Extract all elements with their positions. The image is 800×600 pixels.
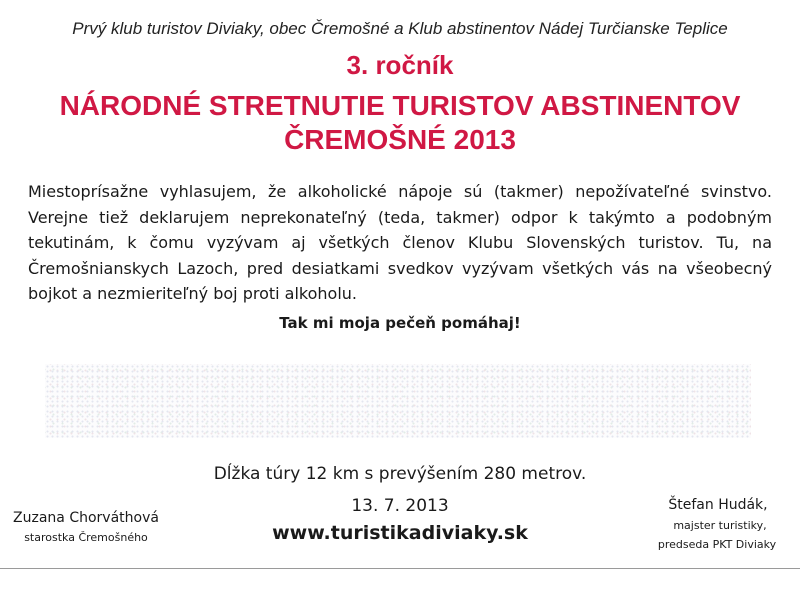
bottom-divider: [0, 568, 800, 569]
signature-right-role-1: majster turistiky,: [673, 519, 767, 532]
signature-left-role: starostka Čremošného: [24, 531, 148, 544]
signature-left-name: Zuzana Chorváthová: [13, 510, 159, 526]
faded-photo-area: [45, 364, 751, 438]
event-title-line-1: NÁRODNÉ STRETNUTIE TURISTOV ABSTINENTOV: [59, 90, 741, 121]
organizers-header: Prvý klub turistov Diviaky, obec Čremošné a Klub abstinentov Nádej Turčianske Teplice: [72, 19, 728, 38]
hike-distance: Dĺžka túry 12 km s prevýšením 280 metrov.: [213, 464, 587, 484]
website-url: www.turistikadiviaky.sk: [272, 522, 528, 544]
signature-right-role-2: predseda PKT Diviaky: [657, 538, 777, 551]
edition-label: 3. ročník: [346, 50, 454, 80]
signature-right-name: Štefan Hudák,: [668, 497, 768, 513]
event-date: 13. 7. 2013: [351, 496, 449, 516]
declaration-text: Miestoprísažne vyhlasujem, že alkoholické nápoje sú (takmer) nepožívateľné svinstvo. Verejne tiež deklarujem neprekonateľný (teda, takmer) odpor k takýmto a podobným tekutinám, k čomu vyzývam aj všetkých členov Klubu Slovenských turistov. Tu, na Čremošnianskych Lazoch, pred desiatkami svedkov vyzývam všetkých vás na všeobecný bojkot a nezmieriteľný boj proti alkoholu.: [28, 182, 772, 303]
event-title-line-2: ČREMOŠNÉ 2013: [284, 124, 516, 155]
event-title: [0, 89, 800, 157]
motto: Tak mi moja pečeň pomáhaj!: [279, 314, 521, 332]
